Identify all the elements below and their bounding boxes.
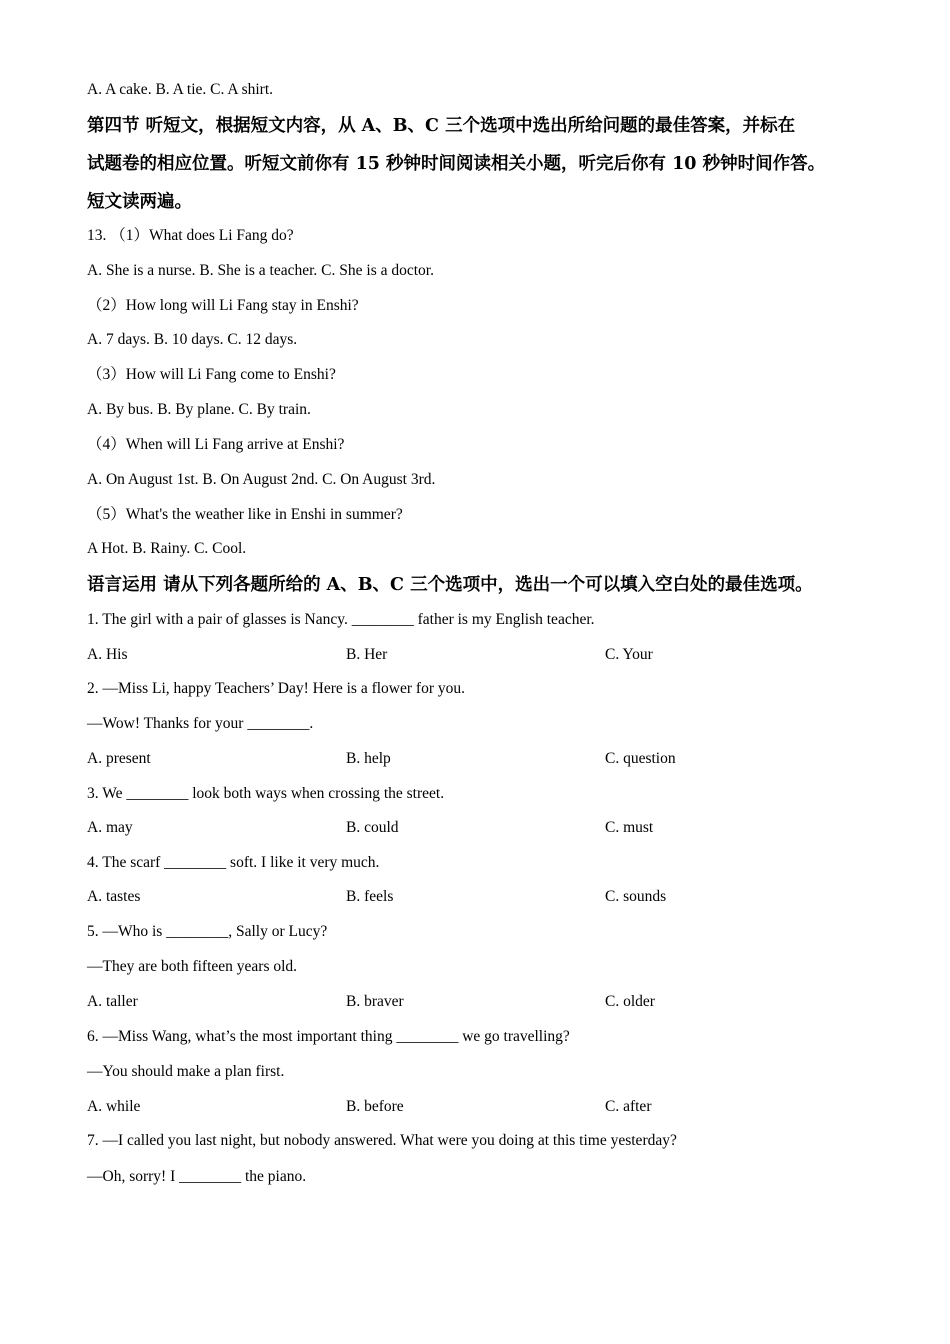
question-6-reply: —You should make a plan first. [87, 1063, 285, 1080]
question-2: 2. —Miss Li, happy Teachers’ Day! Here is a flower for you. [87, 680, 465, 697]
q5-option-a: A. taller [87, 993, 138, 1010]
q4-option-b: B. feels [346, 888, 394, 905]
q1-option-c: C. Your [605, 646, 653, 663]
section-four-instructions-line2: 试题卷的相应位置。听短文前你有 15 秒钟时间阅读相关小题，听完后你有 10 秒钟时间作答。 [87, 154, 826, 174]
q1-option-a: A. His [87, 646, 128, 663]
q2-option-a: A. present [87, 750, 151, 767]
question-7-reply: —Oh, sorry! I ________ the piano. [87, 1168, 307, 1185]
q3-option-c: C. must [605, 819, 654, 836]
listening-options-4: A. On August 1st. B. On August 2nd. C. On August 3rd. [87, 471, 436, 488]
q5-option-b: B. braver [346, 993, 404, 1010]
q4-option-a: A. tastes [87, 888, 141, 905]
listening-question-5: （5）What's the weather like in Enshi in summer? [87, 506, 403, 523]
listening-options-3: A. By bus. B. By plane. C. By train. [87, 401, 311, 418]
question-2-reply: —Wow! Thanks for your ________. [87, 715, 314, 732]
question-7: 7. —I called you last night, but nobody answered. What were you doing at this time yesterday? [87, 1132, 677, 1149]
listening-options-1: A. She is a nurse. B. She is a teacher. C. She is a doctor. [87, 262, 434, 279]
listening-question-4: （4）When will Li Fang arrive at Enshi? [87, 436, 345, 453]
q6-option-c: C. after [605, 1098, 652, 1115]
question-4: 4. The scarf ________ soft. I like it very much. [87, 854, 380, 871]
q2-option-c: C. question [605, 750, 676, 767]
q3-option-a: A. may [87, 819, 133, 836]
question-3: 3. We ________ look both ways when crossing the street. [87, 785, 445, 802]
question-5-reply: —They are both fifteen years old. [87, 958, 298, 975]
listening-options-2: A. 7 days. B. 10 days. C. 12 days. [87, 331, 298, 348]
listening-question-3: （3）How will Li Fang come to Enshi? [87, 366, 336, 383]
q6-option-a: A. while [87, 1098, 141, 1115]
listening-question-1: 13. （1）What does Li Fang do? [87, 227, 294, 244]
q5-option-c: C. older [605, 993, 655, 1010]
question-1: 1. The girl with a pair of glasses is Nancy. ________ father is my English teacher. [87, 611, 595, 628]
question-6: 6. —Miss Wang, what’s the most important thing ________ we go travelling? [87, 1028, 570, 1045]
q2-option-b: B. help [346, 750, 391, 767]
q6-option-b: B. before [346, 1098, 404, 1115]
language-use-instructions: 语言运用 请从下列各题所给的 A、B、C 三个选项中，选出一个可以填入空白处的最佳选项。 [87, 575, 813, 595]
section-four-instructions-line3: 短文读两遍。 [87, 192, 192, 212]
listening-options-5: A Hot. B. Rainy. C. Cool. [87, 540, 247, 557]
section-four-instructions-line1: 第四节 听短文，根据短文内容，从 A、B、C 三个选项中选出所给问题的最佳答案，并标在 [87, 116, 796, 136]
listening-question-2: （2）How long will Li Fang stay in Enshi? [87, 297, 359, 314]
question-5: 5. —Who is ________, Sally or Lucy? [87, 923, 328, 940]
q4-option-c: C. sounds [605, 888, 667, 905]
previous-question-options: A. A cake. B. A tie. C. A shirt. [87, 81, 274, 98]
q1-option-b: B. Her [346, 646, 388, 663]
q3-option-b: B. could [346, 819, 399, 836]
